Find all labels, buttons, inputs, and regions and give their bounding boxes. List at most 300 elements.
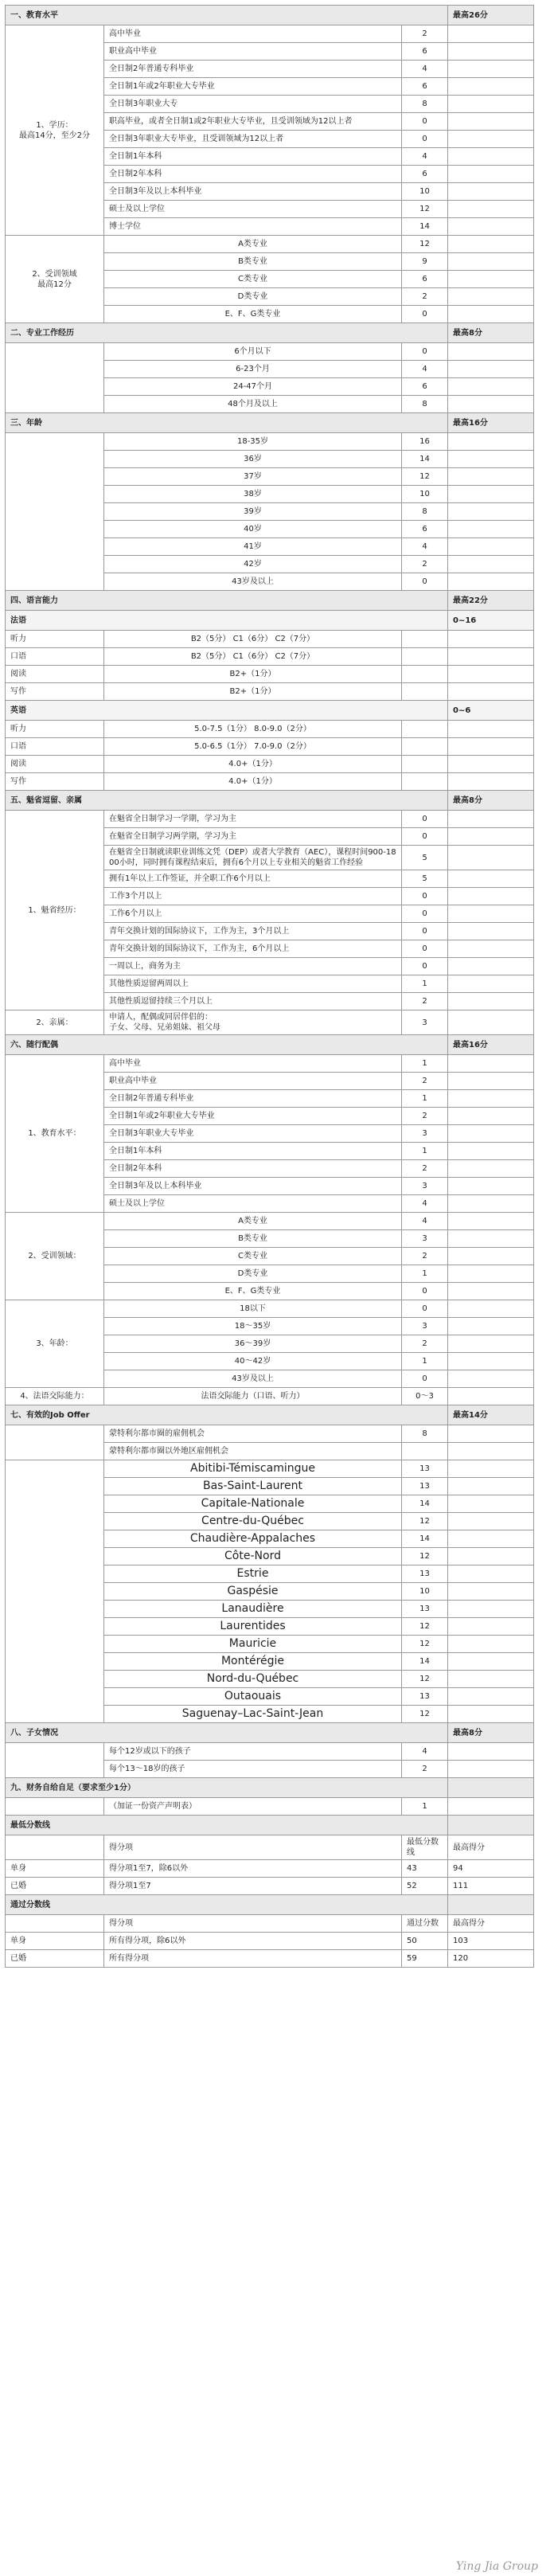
item-score: 0	[402, 905, 448, 923]
empty-cell	[448, 1530, 534, 1548]
empty-cell	[448, 846, 534, 870]
item-score: 12	[402, 1636, 448, 1653]
item-text: 硕士及以上学位	[104, 1195, 402, 1213]
empty-cell	[448, 183, 534, 201]
empty-cell	[448, 1318, 534, 1335]
item-score: 0	[402, 923, 448, 940]
item-score: 12	[402, 1706, 448, 1723]
item-text: 全日制2年普通专科毕业	[104, 1090, 402, 1108]
empty-cell	[448, 1548, 534, 1566]
score-cell: 43	[402, 1860, 448, 1878]
empty-cell	[448, 78, 534, 96]
table-row	[6, 648, 534, 666]
item-score: 1	[402, 1143, 448, 1160]
item-text: Chaudière-Appalaches	[104, 1530, 402, 1548]
section-max: 0~16	[448, 611, 534, 631]
item-text: 法语交际能力（口语、听力）	[104, 1388, 402, 1405]
item-score: 6	[402, 271, 448, 288]
empty-cell	[448, 1335, 534, 1353]
empty-cell	[448, 683, 534, 701]
section-max: 最高14分	[448, 1405, 534, 1425]
section-max	[448, 1895, 534, 1915]
item-score: 6	[402, 78, 448, 96]
score-cell: 111	[448, 1878, 534, 1895]
empty-cell	[402, 738, 448, 756]
item-text: 全日制3年职业大专毕业	[104, 1125, 402, 1143]
item-score: 13	[402, 1566, 448, 1583]
empty-cell	[448, 1478, 534, 1495]
empty-cell	[448, 1513, 534, 1530]
empty-cell	[448, 25, 534, 43]
item-score: 1	[402, 1265, 448, 1283]
item-text: 6-23个月	[104, 361, 402, 378]
item-text: 全日制3年职业大专	[104, 96, 402, 113]
section-header	[6, 1895, 534, 1915]
item-score: 0	[402, 131, 448, 148]
empty-cell	[448, 666, 534, 683]
item-score: 12	[402, 1513, 448, 1530]
empty-cell	[448, 828, 534, 846]
empty-cell	[448, 1125, 534, 1143]
item-text: 职高毕业，或者全日制1或2年职业大专毕业，且受训领域为12以上者	[104, 113, 402, 131]
item-score: 0	[402, 940, 448, 958]
empty-cell	[448, 1653, 534, 1671]
item-text: 其他性质逗留持续三个月以上	[104, 993, 402, 1010]
empty-cell	[448, 975, 534, 993]
item-score: 2	[402, 993, 448, 1010]
item-score: 8	[402, 96, 448, 113]
score-cell: 103	[448, 1933, 534, 1950]
empty-cell	[448, 96, 534, 113]
empty-cell	[448, 113, 534, 131]
table-row	[6, 1425, 534, 1443]
empty-cell	[448, 1010, 534, 1035]
item-score: 9	[402, 253, 448, 271]
item-score: 0	[402, 958, 448, 975]
item-score: 10	[402, 1583, 448, 1601]
item-text: 39岁	[104, 503, 402, 521]
item-text: 全日制1年或2年职业大专毕业	[104, 78, 402, 96]
item-score: 0	[402, 828, 448, 846]
section-max: 最高22分	[448, 591, 534, 611]
item-score: 3	[402, 1230, 448, 1248]
item-score: 6	[402, 43, 448, 61]
section-max: 最高26分	[448, 6, 534, 25]
empty-cell	[448, 1601, 534, 1618]
skill-label: 写作	[6, 683, 104, 701]
table-row	[6, 1388, 534, 1405]
empty-cell	[448, 1283, 534, 1300]
item-text: 36～39岁	[104, 1335, 402, 1353]
item-text: 在魁省全日制就读职业训练文凭（DEP）或者大学教育（AEC），课程时间900-1800小时，同时拥有课程结束后，拥有6个月以上专业相关的魁省工作经验	[104, 846, 402, 870]
score-header: 得分项	[104, 1835, 402, 1860]
item-text: Abitibi-Témiscamingue	[104, 1460, 402, 1478]
item-score: 6	[402, 166, 448, 183]
item-score: 8	[402, 1425, 448, 1443]
section-title: 七、有效的Job Offer	[6, 1405, 448, 1425]
item-text: C类专业	[104, 271, 402, 288]
item-text: 青年交换计划的国际协议下，工作为主，3个月以上	[104, 923, 402, 940]
empty-cell	[448, 648, 534, 666]
item-text: Lanaudière	[104, 1601, 402, 1618]
empty-cell	[448, 1688, 534, 1706]
empty-cell	[448, 556, 534, 573]
skill-levels: B2+（1分）	[104, 683, 402, 701]
empty-cell	[448, 538, 534, 556]
item-text: Bas-Saint-Laurent	[104, 1478, 402, 1495]
item-score: 3	[402, 1010, 448, 1035]
item-text: 申请人，配偶或同居伴侣的： 子女、父母、兄弟姐妹、祖父母	[104, 1010, 402, 1035]
empty-cell	[448, 756, 534, 773]
empty-cell	[448, 1388, 534, 1405]
watermark: Ying Jia Group	[455, 2560, 538, 2573]
skill-levels: B2（5分） C1（6分） C2（7分）	[104, 648, 402, 666]
table-row	[6, 236, 534, 253]
empty-cell	[448, 236, 534, 253]
item-score: 4	[402, 1195, 448, 1213]
item-score: 4	[402, 361, 448, 378]
score-header-row	[6, 1835, 534, 1860]
group-label	[6, 433, 104, 591]
score-header-row	[6, 1915, 534, 1933]
item-score: 1	[402, 1798, 448, 1816]
item-text: 18以下	[104, 1300, 402, 1318]
table-row	[6, 1213, 534, 1230]
item-score: 2	[402, 288, 448, 306]
item-text: D类专业	[104, 1265, 402, 1283]
item-score: 10	[402, 183, 448, 201]
section-title: 二、专业工作经历	[6, 323, 448, 343]
item-text: 蒙特利尔都市圈以外地区雇佣机会	[104, 1443, 402, 1460]
section-title: 一、教育水平	[6, 6, 448, 25]
score-cell: 所有得分项，除6以外	[104, 1933, 402, 1950]
section-title: 九、财务自给自足（要求至少1分）	[6, 1778, 448, 1798]
item-score: 2	[402, 1248, 448, 1265]
empty-cell	[448, 773, 534, 791]
empty-cell	[448, 1248, 534, 1265]
item-text: Outaouais	[104, 1688, 402, 1706]
section-max: 最高8分	[448, 1723, 534, 1743]
item-score: 14	[402, 1653, 448, 1671]
skill-levels: 4.0+（1分）	[104, 756, 402, 773]
item-text: 高中毕业	[104, 25, 402, 43]
item-text: 工作6个月以上	[104, 905, 402, 923]
section-title: 英语	[6, 701, 448, 721]
empty-cell	[448, 958, 534, 975]
section-max: 0~6	[448, 701, 534, 721]
item-text: 蒙特利尔都市圈的雇佣机会	[104, 1425, 402, 1443]
item-score: 0	[402, 1300, 448, 1318]
empty-cell	[448, 573, 534, 591]
item-text: 在魁省全日制学习两学期，学习为主	[104, 828, 402, 846]
item-text: 博士学位	[104, 218, 402, 236]
item-score: 1	[402, 1353, 448, 1370]
subsection-header	[6, 701, 534, 721]
empty-cell	[448, 433, 534, 451]
empty-cell	[402, 683, 448, 701]
score-header: 得分项	[104, 1915, 402, 1933]
skill-levels: 5.0-7.5（1分） 8.0-9.0（2分）	[104, 721, 402, 738]
table-row	[6, 631, 534, 648]
item-score: 0	[402, 113, 448, 131]
section-header	[6, 1723, 534, 1743]
empty-cell	[448, 1618, 534, 1636]
item-text: 6个月以下	[104, 343, 402, 361]
item-score: 5	[402, 870, 448, 888]
empty-cell	[448, 396, 534, 413]
empty-cell	[448, 940, 534, 958]
item-score: 13	[402, 1601, 448, 1618]
score-cell: 得分项1至7，除6以外	[104, 1860, 402, 1878]
empty-cell	[448, 253, 534, 271]
item-score: 1	[402, 1055, 448, 1073]
group-label: 3、年龄：	[6, 1300, 104, 1388]
table-row	[6, 343, 534, 361]
section-header	[6, 1405, 534, 1425]
empty-cell	[448, 1425, 534, 1443]
empty-cell	[448, 1761, 534, 1778]
table-row	[6, 756, 534, 773]
empty-cell	[448, 1195, 534, 1213]
item-text: 高中毕业	[104, 1055, 402, 1073]
section-title: 六、随行配偶	[6, 1035, 448, 1055]
skill-levels: B2+（1分）	[104, 666, 402, 683]
section-max: 最高8分	[448, 791, 534, 811]
empty-cell	[448, 1671, 534, 1688]
item-score: 0	[402, 1283, 448, 1300]
section-title: 四、语言能力	[6, 591, 448, 611]
item-text: 全日制3年职业大专毕业，且受训领域为12以上者	[104, 131, 402, 148]
item-score: 13	[402, 1478, 448, 1495]
item-score: 4	[402, 538, 448, 556]
empty-cell	[448, 1443, 534, 1460]
section-max	[448, 1816, 534, 1835]
table-row	[6, 25, 534, 43]
item-score: 2	[402, 1073, 448, 1090]
empty-cell	[448, 288, 534, 306]
score-cell: 单身	[6, 1933, 104, 1950]
item-score: 2	[402, 1108, 448, 1125]
group-label	[6, 343, 104, 413]
item-score: 8	[402, 396, 448, 413]
item-score: 12	[402, 201, 448, 218]
item-score: 2	[402, 1761, 448, 1778]
item-text: Montérégie	[104, 1653, 402, 1671]
section-header	[6, 591, 534, 611]
item-text: 工作3个月以上	[104, 888, 402, 905]
item-text: 职业高中毕业	[104, 43, 402, 61]
skill-levels: 4.0+（1分）	[104, 773, 402, 791]
item-text: 全日制2年本科	[104, 1160, 402, 1178]
empty-cell	[448, 1460, 534, 1478]
item-score: 12	[402, 1618, 448, 1636]
table-row	[6, 433, 534, 451]
item-text: D类专业	[104, 288, 402, 306]
table-row	[6, 1933, 534, 1950]
item-score: 1	[402, 975, 448, 993]
empty-cell	[448, 201, 534, 218]
item-score: 2	[402, 25, 448, 43]
score-cell: 52	[402, 1878, 448, 1895]
empty-cell	[448, 1265, 534, 1283]
empty-cell	[6, 1915, 104, 1933]
item-score: 2	[402, 1160, 448, 1178]
item-text: 每个12岁或以下的孩子	[104, 1743, 402, 1761]
empty-cell	[448, 738, 534, 756]
group-label	[6, 1425, 104, 1460]
group-label: 2、亲属：	[6, 1010, 104, 1035]
score-cell: 50	[402, 1933, 448, 1950]
empty-cell	[448, 378, 534, 396]
item-text: E、F、G类专业	[104, 306, 402, 323]
item-score: 4	[402, 148, 448, 166]
section-title: 五、魁省逗留、亲属	[6, 791, 448, 811]
item-score: 2	[402, 556, 448, 573]
item-score: 5	[402, 846, 448, 870]
item-text: 全日制1年或2年职业大专毕业	[104, 1108, 402, 1125]
empty-cell	[402, 756, 448, 773]
empty-cell	[448, 166, 534, 183]
item-text: 37岁	[104, 468, 402, 486]
table-row	[6, 1950, 534, 1968]
empty-cell	[448, 271, 534, 288]
item-score: 14	[402, 1530, 448, 1548]
item-text: 43岁及以上	[104, 573, 402, 591]
empty-cell	[448, 521, 534, 538]
empty-cell	[448, 1566, 534, 1583]
section-title: 八、子女情况	[6, 1723, 448, 1743]
table-row	[6, 1798, 534, 1816]
empty-cell	[448, 1370, 534, 1388]
item-score: 12	[402, 1671, 448, 1688]
empty-cell	[448, 43, 534, 61]
item-text: 一周以上，商务为主	[104, 958, 402, 975]
item-text: 43岁及以上	[104, 1370, 402, 1388]
item-text: Mauricie	[104, 1636, 402, 1653]
empty-cell	[448, 218, 534, 236]
item-text: 硕士及以上学位	[104, 201, 402, 218]
item-text: A类专业	[104, 236, 402, 253]
empty-cell	[448, 306, 534, 323]
table-row	[6, 1878, 534, 1895]
score-cell: 已婚	[6, 1950, 104, 1968]
table-row	[6, 683, 534, 701]
empty-cell	[448, 343, 534, 361]
empty-cell	[448, 1143, 534, 1160]
skill-label: 写作	[6, 773, 104, 791]
score-cell: 94	[448, 1860, 534, 1878]
item-score: 6	[402, 378, 448, 396]
item-score: 12	[402, 236, 448, 253]
empty-cell	[448, 1090, 534, 1108]
score-cell: 120	[448, 1950, 534, 1968]
item-text: B类专业	[104, 253, 402, 271]
item-text: Capitale-Nationale	[104, 1495, 402, 1513]
empty-cell	[448, 1636, 534, 1653]
group-label	[6, 1743, 104, 1778]
table-row	[6, 773, 534, 791]
item-text: 38岁	[104, 486, 402, 503]
section-header	[6, 1035, 534, 1055]
item-score: 6	[402, 521, 448, 538]
item-score: 0	[402, 811, 448, 828]
item-text: 全日制1年本科	[104, 1143, 402, 1160]
item-score: 16	[402, 433, 448, 451]
group-label	[6, 1798, 104, 1816]
item-text: 青年交换计划的国际协议下，工作为主，6个月以上	[104, 940, 402, 958]
item-score: 12	[402, 1548, 448, 1566]
item-text: 36岁	[104, 451, 402, 468]
table-row	[6, 738, 534, 756]
item-text: 其他性质逗留两周以上	[104, 975, 402, 993]
empty-cell	[402, 631, 448, 648]
item-text: 全日制3年及以上本科毕业	[104, 183, 402, 201]
empty-cell	[448, 468, 534, 486]
section-max	[448, 1778, 534, 1798]
item-text: 全日制2年普通专科毕业	[104, 61, 402, 78]
item-score: 0	[402, 573, 448, 591]
item-text: Estrie	[104, 1566, 402, 1583]
skill-label: 听力	[6, 721, 104, 738]
item-text: Gaspésie	[104, 1583, 402, 1601]
section-header	[6, 413, 534, 433]
skill-label: 口语	[6, 738, 104, 756]
empty-cell	[448, 1213, 534, 1230]
section-title: 法语	[6, 611, 448, 631]
empty-cell	[448, 870, 534, 888]
empty-cell	[402, 773, 448, 791]
skill-label: 听力	[6, 631, 104, 648]
empty-cell	[6, 1835, 104, 1860]
item-score	[402, 1443, 448, 1460]
item-score: 12	[402, 468, 448, 486]
item-text: 全日制2年本科	[104, 166, 402, 183]
item-text: 在魁省全日制学习一学期，学习为主	[104, 811, 402, 828]
item-text: 40岁	[104, 521, 402, 538]
item-score: 3	[402, 1318, 448, 1335]
empty-cell	[448, 1300, 534, 1318]
group-label: 2、受训领域：	[6, 1213, 104, 1300]
empty-cell	[448, 1073, 534, 1090]
skill-label: 阅读	[6, 666, 104, 683]
score-cell: 已婚	[6, 1878, 104, 1895]
item-score: 0	[402, 343, 448, 361]
item-score: 0	[402, 1370, 448, 1388]
item-text: 职业高中毕业	[104, 1073, 402, 1090]
item-text: Centre-du-Québec	[104, 1513, 402, 1530]
score-cell: 所有得分项	[104, 1950, 402, 1968]
empty-cell	[448, 1178, 534, 1195]
group-label: 4、法语交际能力：	[6, 1388, 104, 1405]
table-row	[6, 1460, 534, 1478]
score-header: 最高得分	[448, 1915, 534, 1933]
empty-cell	[448, 1743, 534, 1761]
empty-cell	[448, 1055, 534, 1073]
empty-cell	[448, 61, 534, 78]
empty-cell	[448, 503, 534, 521]
empty-cell	[448, 486, 534, 503]
empty-cell	[402, 666, 448, 683]
table-row	[6, 721, 534, 738]
empty-cell	[448, 993, 534, 1010]
empty-cell	[448, 361, 534, 378]
empty-cell	[448, 631, 534, 648]
empty-cell	[448, 923, 534, 940]
section-max: 最高16分	[448, 413, 534, 433]
item-text: 42岁	[104, 556, 402, 573]
section-header	[6, 323, 534, 343]
empty-cell	[448, 451, 534, 468]
